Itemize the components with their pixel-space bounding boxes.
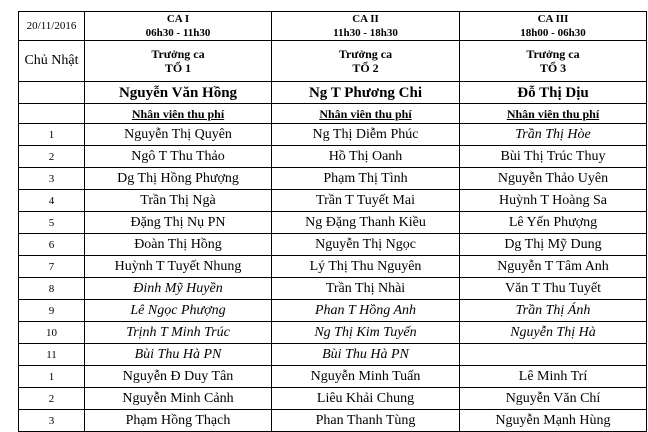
shift-2-staff-name: Bùi Thu Hà PN <box>272 344 460 366</box>
shift-3-staff-name: Bùi Thị Trúc Thuy <box>460 146 647 168</box>
row-number: 10 <box>19 322 85 344</box>
team-1-header <box>85 41 272 82</box>
row-number: 3 <box>19 410 85 432</box>
shift-1-staff-name: Nguyễn Thị Quyên <box>85 124 272 146</box>
staff-label-row <box>19 104 647 124</box>
shift-1-staff-name: Đoàn Thị Hồng <box>85 234 272 256</box>
shift-1-staff-name: Huỳnh T Tuyết Nhung <box>85 256 272 278</box>
shift-2-time: 11h30 - 18h30 <box>333 27 398 39</box>
shift-3-leader: Đỗ Thị Dịu <box>460 82 647 104</box>
shift-1-staff-name: Đinh Mỹ Huyền <box>85 278 272 300</box>
shift-1-header <box>85 12 272 41</box>
shift-1-staff-name: Ngô T Thu Thảo <box>85 146 272 168</box>
date-cell: 20/11/2016 <box>19 12 85 41</box>
team-3-name: TỔ 3 <box>539 61 567 75</box>
table-row <box>19 278 647 300</box>
shift-1-staff-name: Trần Thị Ngà <box>85 190 272 212</box>
team-header-row <box>19 41 647 82</box>
team-3-leader-label: Trưởng ca <box>526 47 580 61</box>
shift-1-time: 06h30 - 11h30 <box>145 27 211 39</box>
team-2-leader-label: Trưởng ca <box>338 47 393 61</box>
row-number: 3 <box>19 168 85 190</box>
table-row <box>19 300 647 322</box>
shift-3-staff-name: Trần Thị Ánh <box>460 300 647 322</box>
shift-2-staff-name: Ng Đặng Thanh Kiều <box>272 212 460 234</box>
shift-3-staff-name: Nguyễn Thị Hà <box>460 322 647 344</box>
row-number: 11 <box>19 344 85 366</box>
team-2-name: TỔ 2 <box>352 61 379 75</box>
table-row <box>19 124 647 146</box>
shift-3-staff-name: Nguyễn Thảo Uyên <box>460 168 647 190</box>
table-row <box>19 190 647 212</box>
row-number: 1 <box>19 124 85 146</box>
shift-1-staff-name: Đặng Thị Nụ PN <box>85 212 272 234</box>
shift-1-staff-name: Phạm Hồng Thạch <box>85 410 272 432</box>
table-row <box>19 366 647 388</box>
shift-1-staff-name: Nguyễn Minh Cảnh <box>85 388 272 410</box>
table-row <box>19 322 647 344</box>
shift-1-staff-name: Nguyễn Đ Duy Tân <box>85 366 272 388</box>
team-1-leader-label: Trưởng ca <box>151 47 205 61</box>
row-number: 4 <box>19 190 85 212</box>
shift-3-staff-name: Lê Minh Trí <box>460 366 647 388</box>
shift-1-staff-name: Bùi Thu Hà PN <box>85 344 272 366</box>
row-number: 5 <box>19 212 85 234</box>
shift-2-staff-name: Lý Thị Thu Nguyên <box>272 256 460 278</box>
row-number: 7 <box>19 256 85 278</box>
shift-roster-table <box>18 11 647 432</box>
row-number: 1 <box>19 366 85 388</box>
table-row <box>19 388 647 410</box>
shift-3-header <box>460 12 647 41</box>
shift-3-time: 18h00 - 06h30 <box>520 27 586 39</box>
table-row <box>19 212 647 234</box>
shift-1-name: CA I <box>166 13 190 25</box>
shift-2-staff-name: Trần T Tuyết Mai <box>272 190 460 212</box>
row-number: 9 <box>19 300 85 322</box>
shift-3-staff-name: Lê Yến Phượng <box>460 212 647 234</box>
shift-2-staff-name: Nguyễn Minh Tuấn <box>272 366 460 388</box>
team-2-header <box>272 41 460 82</box>
shift-2-staff-label: Nhân viên thu phí <box>272 104 460 124</box>
shift-3-staff-name <box>460 344 647 366</box>
shift-3-staff-name: Trần Thị Hòe <box>460 124 647 146</box>
shift-2-staff-name: Trần Thị Nhài <box>272 278 460 300</box>
table-row <box>19 146 647 168</box>
shift-1-staff-name: Trịnh T Minh Trúc <box>85 322 272 344</box>
table-row <box>19 168 647 190</box>
row-number: 8 <box>19 278 85 300</box>
shift-2-header <box>272 12 460 41</box>
shift-2-staff-name: Hồ Thị Oanh <box>272 146 460 168</box>
shift-3-staff-name: Nguyễn T Tâm Anh <box>460 256 647 278</box>
row-number: 2 <box>19 388 85 410</box>
shift-3-staff-name: Dg Thị Mỹ Dung <box>460 234 647 256</box>
shift-2-staff-name: Phạm Thị Tình <box>272 168 460 190</box>
shift-1-staff-name: Dg Thị Hồng Phượng <box>85 168 272 190</box>
shift-2-name: CA II <box>352 13 379 25</box>
table-row <box>19 410 647 432</box>
shift-header-row <box>19 12 647 41</box>
leader-name-row <box>19 82 647 104</box>
row-number: 6 <box>19 234 85 256</box>
shift-2-staff-name: Phan Thanh Tùng <box>272 410 460 432</box>
table-row <box>19 256 647 278</box>
shift-1-leader: Nguyễn Văn Hồng <box>85 82 272 104</box>
shift-2-staff-name: Phan T Hồng Anh <box>272 300 460 322</box>
shift-2-leader: Ng T Phương Chi <box>272 82 460 104</box>
shift-3-staff-name: Nguyễn Văn Chí <box>460 388 647 410</box>
shift-3-name: CA III <box>537 13 569 25</box>
shift-2-staff-name: Liêu Khải Chung <box>272 388 460 410</box>
shift-3-staff-name: Huỳnh T Hoàng Sa <box>460 190 647 212</box>
team-1-name: TỔ 1 <box>164 61 192 75</box>
shift-2-staff-name: Nguyễn Thị Ngọc <box>272 234 460 256</box>
day-of-week-cell: Chủ Nhật <box>19 41 85 82</box>
table-row <box>19 344 647 366</box>
shift-2-staff-name: Ng Thị Kim Tuyến <box>272 322 460 344</box>
shift-1-staff-label: Nhân viên thu phí <box>85 104 272 124</box>
shift-3-staff-name: Văn T Thu Tuyết <box>460 278 647 300</box>
staff-row-blank <box>19 104 85 124</box>
leader-row-blank <box>19 82 85 104</box>
team-3-header <box>460 41 647 82</box>
shift-1-staff-name: Lê Ngọc Phượng <box>85 300 272 322</box>
shift-3-staff-label: Nhân viên thu phí <box>460 104 647 124</box>
table-row <box>19 234 647 256</box>
shift-3-staff-name: Nguyễn Mạnh Hùng <box>460 410 647 432</box>
row-number: 2 <box>19 146 85 168</box>
shift-2-staff-name: Ng Thị Diễm Phúc <box>272 124 460 146</box>
